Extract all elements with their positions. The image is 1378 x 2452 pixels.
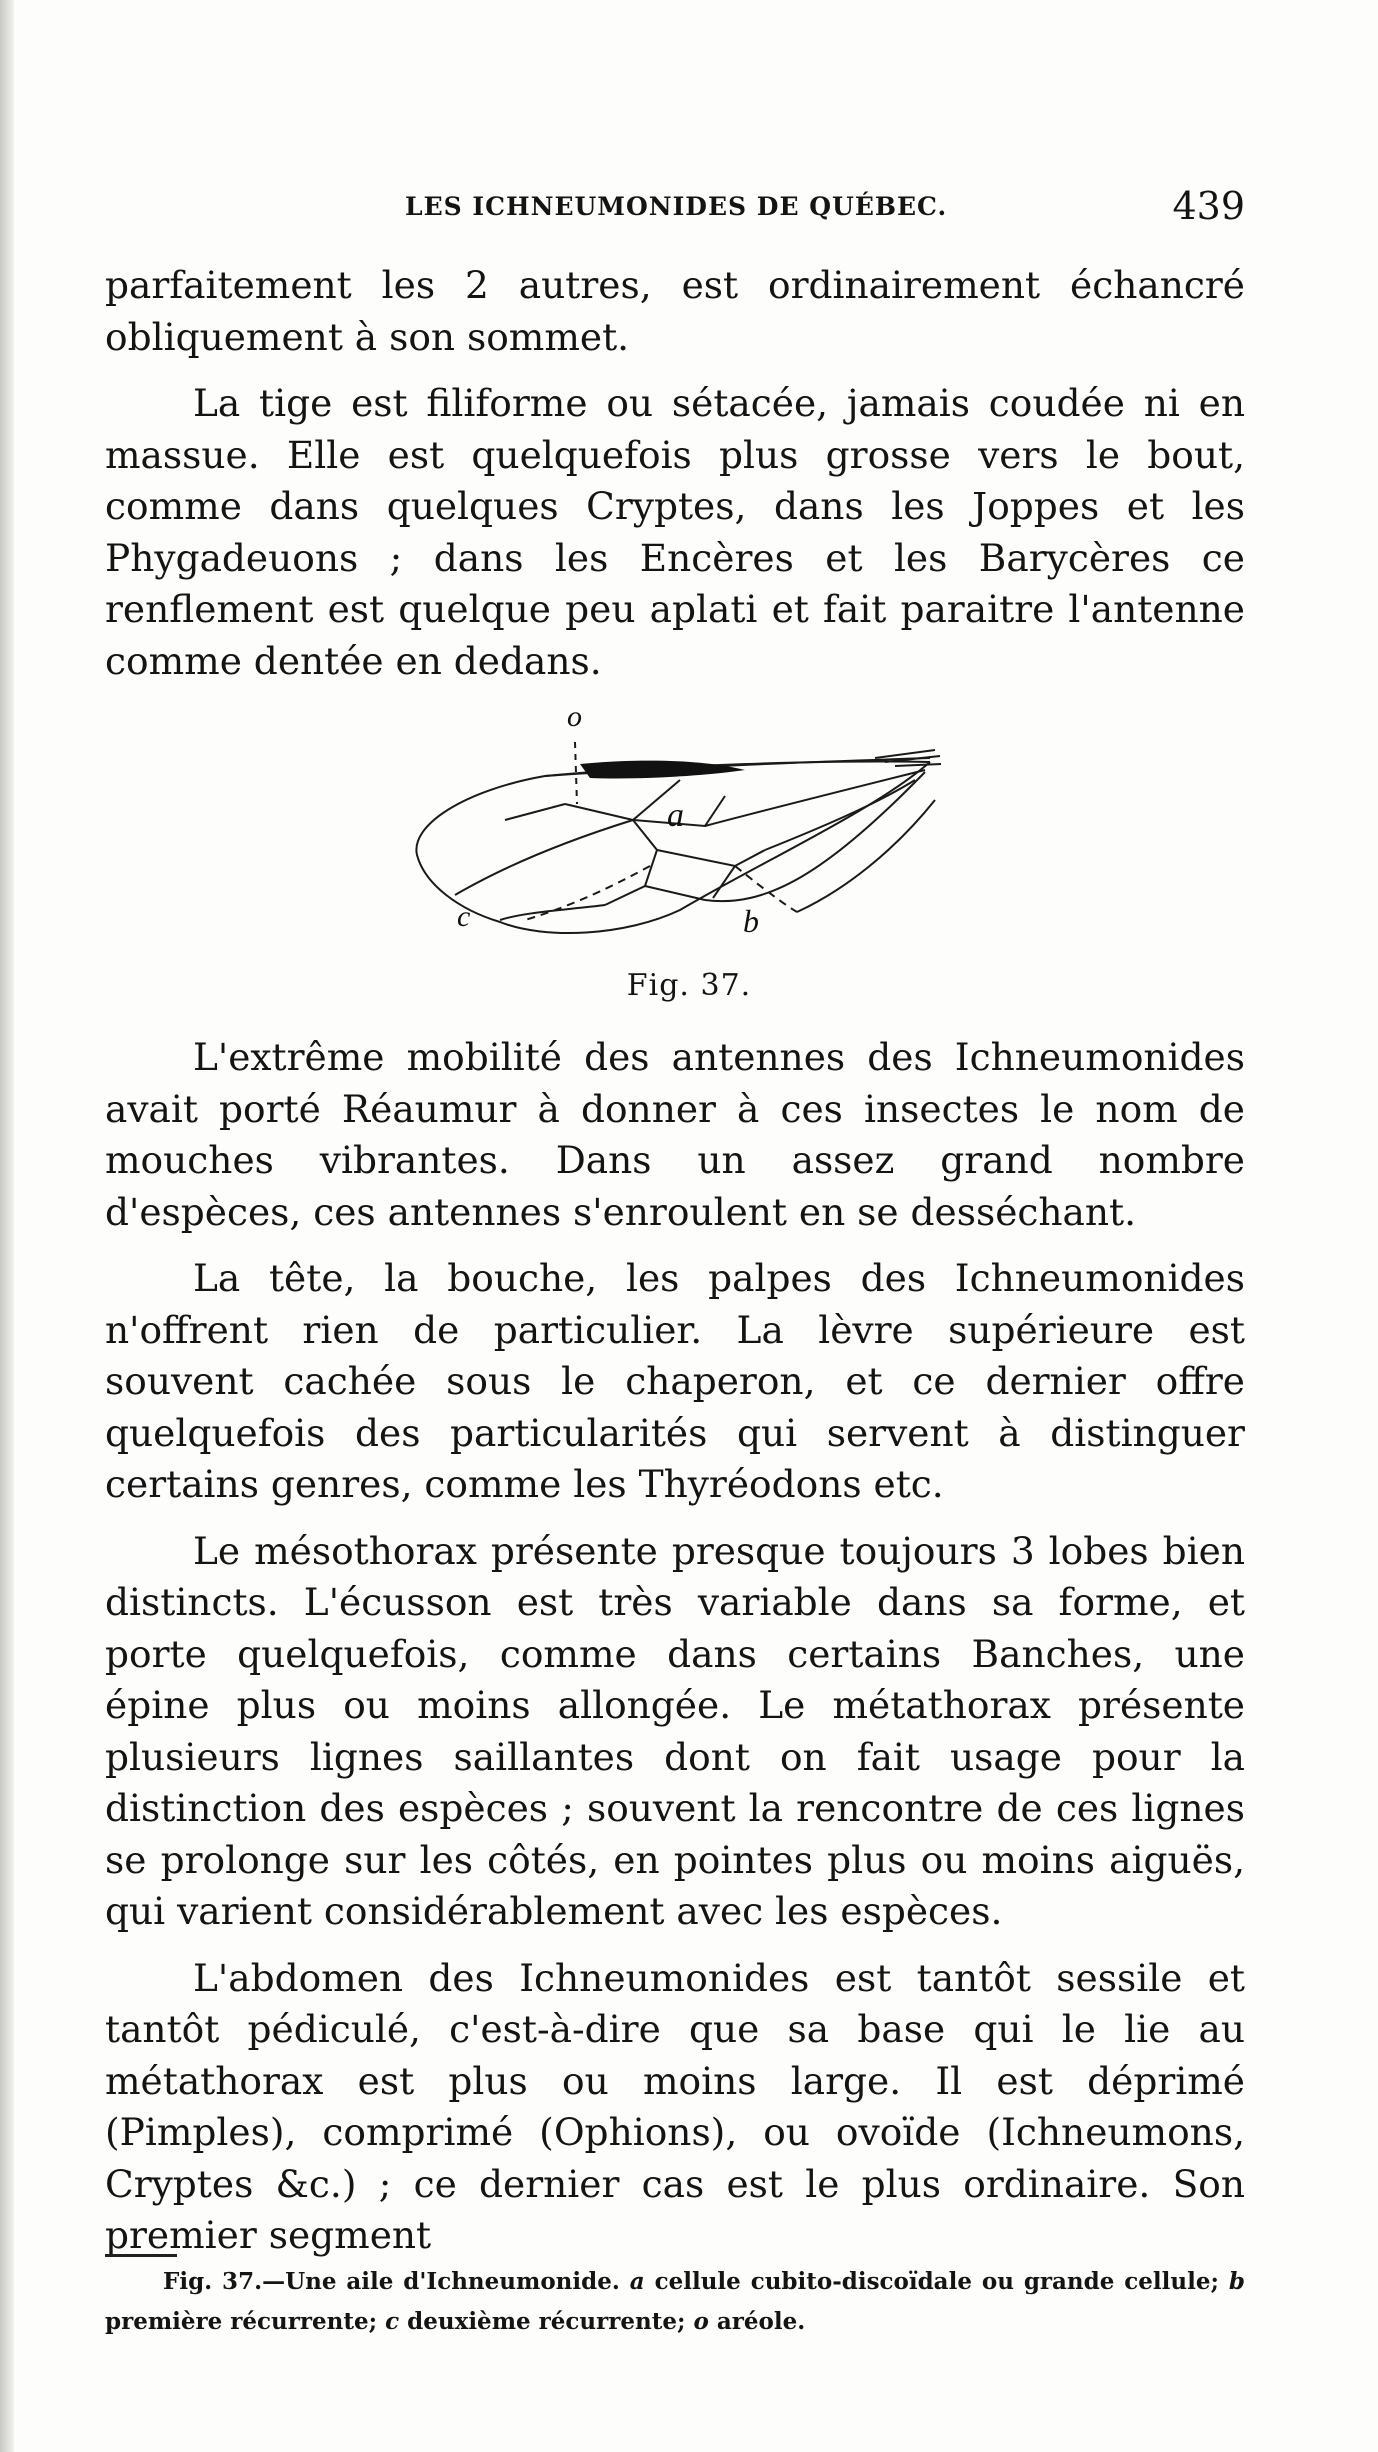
paragraph-2: La tige est filiforme ou sétacée, jamais coudée ni en massue. Elle est quelquefois plus grosse vers le bout, comme dans quelques Cryptes, dans les Joppes et les Phygadeuons ; dans les Encères et les Barycères ce renflement est quelque peu aplati et fait paraitre l'antenne comme dentée en dedans.: [105, 381, 1245, 683]
footnote-a-letter: a: [629, 2268, 645, 2295]
figure-caption: Fig. 37.: [626, 968, 752, 1003]
figure-label-c: c: [457, 900, 471, 933]
wing-illustration: [405, 700, 945, 955]
figure-label-o: o: [567, 700, 582, 733]
text-block-bottom: [105, 1032, 1245, 2262]
footnote-b-text: première récurrente;: [105, 2308, 378, 2335]
footnote-a-text: cellule cubito-discoïdale ou grande cellule;: [654, 2268, 1219, 2295]
page-header: [105, 182, 1245, 242]
footnote: [105, 2262, 1245, 2342]
footnote-prefix: Fig. 37.—Une aile d'Ichneumonide.: [163, 2268, 620, 2295]
footnote-rule: [105, 2254, 177, 2257]
footnote-b-letter: b: [1228, 2268, 1245, 2295]
figure-label-a: a: [667, 797, 684, 834]
footnote-o-letter: o: [693, 2308, 709, 2335]
paragraph-4: La tête, la bouche, les palpes des Ichneumonides n'offrent rien de particulier. La lèvre supérieure est souvent cachée sous le chaperon, et ce dernier offre quelquefois des particularités qui servent à distinguer certains genres, comme les Thyréodons etc.: [105, 1256, 1245, 1506]
paragraph-6: L'abdomen des Ichneumonides est tantôt sessile et tantôt pédiculé, c'est-à-dire que sa base qui le lie au métathorax est plus ou moins large. Il est déprimé (Pimples), comprimé (Ophions), ou ovoïde (Ichneumons, Cryptes &c.) ; ce dernier cas est le plus ordinaire. Son premier segment: [105, 1955, 1245, 2257]
page-edge: [0, 0, 14, 2452]
figure-label-b: b: [743, 903, 759, 939]
footnote-c-letter: c: [385, 2308, 400, 2335]
page-number: 439: [1172, 184, 1245, 228]
paragraph-3: L'extrême mobilité des antennes des Ichneumonides avait porté Réaumur à donner à ces insectes le nom de mouches vibrantes. Dans un assez grand nombre d'espèces, ces antennes s'enroulent en se desséchant.: [105, 1035, 1245, 1234]
footnote-c-text: deuxième récurrente;: [407, 2308, 686, 2335]
footnote-o-text: aréole.: [716, 2308, 806, 2335]
paragraph-1: parfaitement les 2 autres, est ordinairement échancré obliquement à son sommet.: [105, 263, 1245, 359]
wing-figure: [405, 700, 945, 955]
running-title: LES ICHNEUMONIDES DE QUÉBEC.: [405, 192, 948, 221]
text-block-top: [105, 260, 1245, 687]
paragraph-5: Le mésothorax présente presque toujours 3 lobes bien distincts. L'écusson est très variable dans sa forme, et porte quelquefois, comme dans certains Banches, une épine plus ou moins allongée. Le métathorax présente plusieurs lignes saillantes dont on fait usage pour la distinction des espèces ; souvent la rencontre de ces lignes se prolonge sur les côtés, en pointes plus ou moins aiguës, qui varient considérablement avec les espèces.: [105, 1528, 1245, 1933]
